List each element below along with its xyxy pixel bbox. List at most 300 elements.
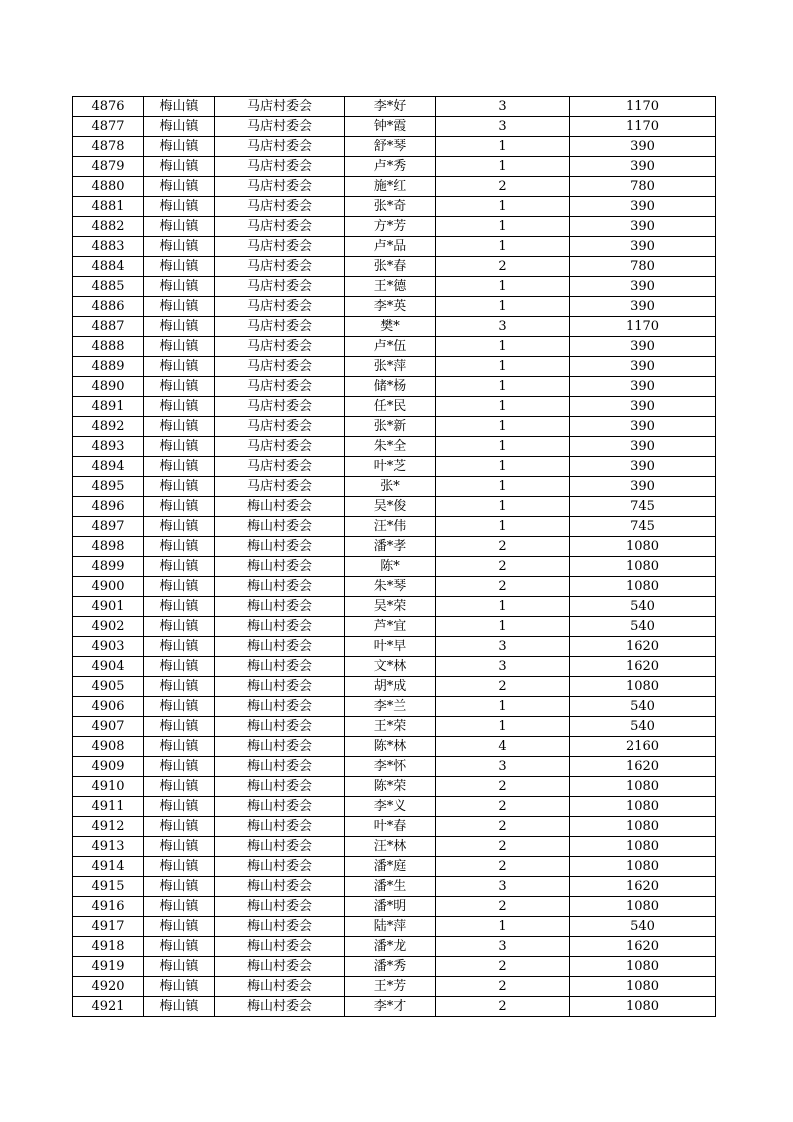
row-number-cell: 4906 bbox=[73, 697, 144, 717]
household-count-cell: 2 bbox=[436, 797, 570, 817]
name-cell: 潘*明 bbox=[345, 897, 436, 917]
town-cell: 梅山镇 bbox=[144, 297, 215, 317]
village-committee-cell: 梅山村委会 bbox=[215, 617, 345, 637]
table-row bbox=[73, 777, 716, 797]
household-count-cell: 1 bbox=[436, 477, 570, 497]
town-cell: 梅山镇 bbox=[144, 557, 215, 577]
table-row bbox=[73, 457, 716, 477]
town-cell: 梅山镇 bbox=[144, 277, 215, 297]
name-cell: 钟*霞 bbox=[345, 117, 436, 137]
table-row bbox=[73, 637, 716, 657]
amount-cell: 2160 bbox=[570, 737, 716, 757]
table-row bbox=[73, 577, 716, 597]
row-number-cell: 4902 bbox=[73, 617, 144, 637]
town-cell: 梅山镇 bbox=[144, 157, 215, 177]
town-cell: 梅山镇 bbox=[144, 237, 215, 257]
amount-cell: 1080 bbox=[570, 977, 716, 997]
name-cell: 吴*俊 bbox=[345, 497, 436, 517]
household-count-cell: 3 bbox=[436, 637, 570, 657]
village-committee-cell: 梅山村委会 bbox=[215, 937, 345, 957]
amount-cell: 1080 bbox=[570, 797, 716, 817]
village-committee-cell: 马店村委会 bbox=[215, 117, 345, 137]
village-committee-cell: 马店村委会 bbox=[215, 457, 345, 477]
row-number-cell: 4876 bbox=[73, 97, 144, 117]
household-count-cell: 1 bbox=[436, 337, 570, 357]
town-cell: 梅山镇 bbox=[144, 357, 215, 377]
amount-cell: 1170 bbox=[570, 97, 716, 117]
household-count-cell: 2 bbox=[436, 177, 570, 197]
row-number-cell: 4897 bbox=[73, 517, 144, 537]
row-number-cell: 4887 bbox=[73, 317, 144, 337]
household-count-cell: 3 bbox=[436, 757, 570, 777]
amount-cell: 390 bbox=[570, 437, 716, 457]
name-cell: 樊* bbox=[345, 317, 436, 337]
row-number-cell: 4882 bbox=[73, 217, 144, 237]
table-row bbox=[73, 897, 716, 917]
name-cell: 李*才 bbox=[345, 997, 436, 1017]
amount-cell: 1620 bbox=[570, 637, 716, 657]
name-cell: 陈* bbox=[345, 557, 436, 577]
amount-cell: 540 bbox=[570, 917, 716, 937]
village-committee-cell: 梅山村委会 bbox=[215, 877, 345, 897]
amount-cell: 390 bbox=[570, 157, 716, 177]
table-row bbox=[73, 857, 716, 877]
table-row bbox=[73, 757, 716, 777]
amount-cell: 540 bbox=[570, 717, 716, 737]
amount-cell: 1620 bbox=[570, 937, 716, 957]
town-cell: 梅山镇 bbox=[144, 777, 215, 797]
name-cell: 李*怀 bbox=[345, 757, 436, 777]
town-cell: 梅山镇 bbox=[144, 197, 215, 217]
name-cell: 叶*春 bbox=[345, 817, 436, 837]
row-number-cell: 4889 bbox=[73, 357, 144, 377]
village-committee-cell: 马店村委会 bbox=[215, 297, 345, 317]
village-committee-cell: 梅山村委会 bbox=[215, 997, 345, 1017]
row-number-cell: 4886 bbox=[73, 297, 144, 317]
table-row bbox=[73, 357, 716, 377]
town-cell: 梅山镇 bbox=[144, 617, 215, 637]
amount-cell: 390 bbox=[570, 397, 716, 417]
village-committee-cell: 马店村委会 bbox=[215, 477, 345, 497]
amount-cell: 1080 bbox=[570, 817, 716, 837]
table-row bbox=[73, 737, 716, 757]
town-cell: 梅山镇 bbox=[144, 677, 215, 697]
row-number-cell: 4909 bbox=[73, 757, 144, 777]
row-number-cell: 4908 bbox=[73, 737, 144, 757]
town-cell: 梅山镇 bbox=[144, 377, 215, 397]
table-row bbox=[73, 877, 716, 897]
row-number-cell: 4892 bbox=[73, 417, 144, 437]
village-committee-cell: 梅山村委会 bbox=[215, 977, 345, 997]
row-number-cell: 4907 bbox=[73, 717, 144, 737]
name-cell: 潘*庭 bbox=[345, 857, 436, 877]
table-row bbox=[73, 617, 716, 637]
name-cell: 张*春 bbox=[345, 257, 436, 277]
name-cell: 卢*秀 bbox=[345, 157, 436, 177]
village-committee-cell: 梅山村委会 bbox=[215, 657, 345, 677]
amount-cell: 540 bbox=[570, 617, 716, 637]
village-committee-cell: 梅山村委会 bbox=[215, 777, 345, 797]
village-committee-cell: 梅山村委会 bbox=[215, 677, 345, 697]
amount-cell: 1080 bbox=[570, 557, 716, 577]
town-cell: 梅山镇 bbox=[144, 437, 215, 457]
roster-table bbox=[72, 96, 716, 1017]
household-count-cell: 1 bbox=[436, 237, 570, 257]
row-number-cell: 4901 bbox=[73, 597, 144, 617]
row-number-cell: 4916 bbox=[73, 897, 144, 917]
town-cell: 梅山镇 bbox=[144, 917, 215, 937]
row-number-cell: 4885 bbox=[73, 277, 144, 297]
name-cell: 潘*孝 bbox=[345, 537, 436, 557]
table-row bbox=[73, 237, 716, 257]
name-cell: 胡*成 bbox=[345, 677, 436, 697]
village-committee-cell: 马店村委会 bbox=[215, 277, 345, 297]
household-count-cell: 1 bbox=[436, 397, 570, 417]
household-count-cell: 1 bbox=[436, 457, 570, 477]
town-cell: 梅山镇 bbox=[144, 797, 215, 817]
table-row bbox=[73, 337, 716, 357]
row-number-cell: 4891 bbox=[73, 397, 144, 417]
row-number-cell: 4915 bbox=[73, 877, 144, 897]
town-cell: 梅山镇 bbox=[144, 757, 215, 777]
table-row bbox=[73, 817, 716, 837]
row-number-cell: 4894 bbox=[73, 457, 144, 477]
household-count-cell: 3 bbox=[436, 97, 570, 117]
name-cell: 舒*琴 bbox=[345, 137, 436, 157]
table-row bbox=[73, 257, 716, 277]
town-cell: 梅山镇 bbox=[144, 897, 215, 917]
amount-cell: 1080 bbox=[570, 957, 716, 977]
name-cell: 张*萍 bbox=[345, 357, 436, 377]
household-count-cell: 1 bbox=[436, 517, 570, 537]
table-row bbox=[73, 317, 716, 337]
town-cell: 梅山镇 bbox=[144, 637, 215, 657]
household-count-cell: 1 bbox=[436, 157, 570, 177]
household-count-cell: 2 bbox=[436, 897, 570, 917]
town-cell: 梅山镇 bbox=[144, 457, 215, 477]
name-cell: 文*林 bbox=[345, 657, 436, 677]
amount-cell: 390 bbox=[570, 297, 716, 317]
amount-cell: 780 bbox=[570, 257, 716, 277]
town-cell: 梅山镇 bbox=[144, 937, 215, 957]
table-row bbox=[73, 437, 716, 457]
name-cell: 潘*龙 bbox=[345, 937, 436, 957]
document-page bbox=[72, 96, 715, 1017]
village-committee-cell: 马店村委会 bbox=[215, 357, 345, 377]
household-count-cell: 2 bbox=[436, 577, 570, 597]
name-cell: 叶*早 bbox=[345, 637, 436, 657]
household-count-cell: 3 bbox=[436, 937, 570, 957]
household-count-cell: 2 bbox=[436, 777, 570, 797]
name-cell: 叶*芝 bbox=[345, 457, 436, 477]
row-number-cell: 4905 bbox=[73, 677, 144, 697]
amount-cell: 1080 bbox=[570, 857, 716, 877]
household-count-cell: 2 bbox=[436, 837, 570, 857]
household-count-cell: 1 bbox=[436, 417, 570, 437]
household-count-cell: 3 bbox=[436, 877, 570, 897]
town-cell: 梅山镇 bbox=[144, 537, 215, 557]
amount-cell: 745 bbox=[570, 517, 716, 537]
row-number-cell: 4903 bbox=[73, 637, 144, 657]
amount-cell: 540 bbox=[570, 697, 716, 717]
household-count-cell: 4 bbox=[436, 737, 570, 757]
name-cell: 张*奇 bbox=[345, 197, 436, 217]
amount-cell: 1170 bbox=[570, 117, 716, 137]
household-count-cell: 1 bbox=[436, 377, 570, 397]
household-count-cell: 1 bbox=[436, 217, 570, 237]
town-cell: 梅山镇 bbox=[144, 977, 215, 997]
village-committee-cell: 梅山村委会 bbox=[215, 717, 345, 737]
household-count-cell: 2 bbox=[436, 977, 570, 997]
name-cell: 芦*宜 bbox=[345, 617, 436, 637]
table-row bbox=[73, 97, 716, 117]
table-row bbox=[73, 157, 716, 177]
row-number-cell: 4918 bbox=[73, 937, 144, 957]
amount-cell: 390 bbox=[570, 217, 716, 237]
row-number-cell: 4912 bbox=[73, 817, 144, 837]
household-count-cell: 2 bbox=[436, 257, 570, 277]
roster-table-body bbox=[73, 97, 716, 1017]
name-cell: 卢*品 bbox=[345, 237, 436, 257]
table-row bbox=[73, 277, 716, 297]
table-row bbox=[73, 937, 716, 957]
name-cell: 李*好 bbox=[345, 97, 436, 117]
household-count-cell: 2 bbox=[436, 957, 570, 977]
amount-cell: 1080 bbox=[570, 897, 716, 917]
table-row bbox=[73, 297, 716, 317]
row-number-cell: 4890 bbox=[73, 377, 144, 397]
amount-cell: 1620 bbox=[570, 877, 716, 897]
village-committee-cell: 梅山村委会 bbox=[215, 917, 345, 937]
village-committee-cell: 梅山村委会 bbox=[215, 837, 345, 857]
amount-cell: 1080 bbox=[570, 837, 716, 857]
amount-cell: 1170 bbox=[570, 317, 716, 337]
household-count-cell: 1 bbox=[436, 137, 570, 157]
table-row bbox=[73, 977, 716, 997]
table-row bbox=[73, 477, 716, 497]
household-count-cell: 3 bbox=[436, 657, 570, 677]
row-number-cell: 4896 bbox=[73, 497, 144, 517]
row-number-cell: 4879 bbox=[73, 157, 144, 177]
household-count-cell: 1 bbox=[436, 697, 570, 717]
row-number-cell: 4914 bbox=[73, 857, 144, 877]
amount-cell: 390 bbox=[570, 457, 716, 477]
town-cell: 梅山镇 bbox=[144, 837, 215, 857]
amount-cell: 1080 bbox=[570, 677, 716, 697]
village-committee-cell: 马店村委会 bbox=[215, 257, 345, 277]
amount-cell: 540 bbox=[570, 597, 716, 617]
village-committee-cell: 马店村委会 bbox=[215, 417, 345, 437]
town-cell: 梅山镇 bbox=[144, 397, 215, 417]
household-count-cell: 2 bbox=[436, 677, 570, 697]
table-row bbox=[73, 137, 716, 157]
table-row bbox=[73, 557, 716, 577]
table-row bbox=[73, 417, 716, 437]
table-row bbox=[73, 397, 716, 417]
table-row bbox=[73, 177, 716, 197]
town-cell: 梅山镇 bbox=[144, 597, 215, 617]
row-number-cell: 4893 bbox=[73, 437, 144, 457]
village-committee-cell: 马店村委会 bbox=[215, 157, 345, 177]
village-committee-cell: 梅山村委会 bbox=[215, 757, 345, 777]
amount-cell: 1080 bbox=[570, 537, 716, 557]
household-count-cell: 1 bbox=[436, 197, 570, 217]
name-cell: 施*红 bbox=[345, 177, 436, 197]
table-row bbox=[73, 537, 716, 557]
row-number-cell: 4881 bbox=[73, 197, 144, 217]
village-committee-cell: 梅山村委会 bbox=[215, 597, 345, 617]
table-row bbox=[73, 217, 716, 237]
town-cell: 梅山镇 bbox=[144, 257, 215, 277]
row-number-cell: 4878 bbox=[73, 137, 144, 157]
row-number-cell: 4913 bbox=[73, 837, 144, 857]
village-committee-cell: 马店村委会 bbox=[215, 97, 345, 117]
amount-cell: 1080 bbox=[570, 577, 716, 597]
village-committee-cell: 马店村委会 bbox=[215, 137, 345, 157]
name-cell: 吴*荣 bbox=[345, 597, 436, 617]
village-committee-cell: 马店村委会 bbox=[215, 217, 345, 237]
table-row bbox=[73, 797, 716, 817]
household-count-cell: 1 bbox=[436, 717, 570, 737]
town-cell: 梅山镇 bbox=[144, 737, 215, 757]
town-cell: 梅山镇 bbox=[144, 997, 215, 1017]
village-committee-cell: 马店村委会 bbox=[215, 197, 345, 217]
household-count-cell: 1 bbox=[436, 917, 570, 937]
village-committee-cell: 梅山村委会 bbox=[215, 497, 345, 517]
amount-cell: 390 bbox=[570, 237, 716, 257]
village-committee-cell: 梅山村委会 bbox=[215, 537, 345, 557]
village-committee-cell: 梅山村委会 bbox=[215, 817, 345, 837]
table-row bbox=[73, 497, 716, 517]
village-committee-cell: 梅山村委会 bbox=[215, 957, 345, 977]
row-number-cell: 4898 bbox=[73, 537, 144, 557]
household-count-cell: 2 bbox=[436, 817, 570, 837]
amount-cell: 1080 bbox=[570, 777, 716, 797]
amount-cell: 745 bbox=[570, 497, 716, 517]
village-committee-cell: 马店村委会 bbox=[215, 377, 345, 397]
amount-cell: 390 bbox=[570, 197, 716, 217]
name-cell: 潘*生 bbox=[345, 877, 436, 897]
row-number-cell: 4877 bbox=[73, 117, 144, 137]
amount-cell: 390 bbox=[570, 137, 716, 157]
name-cell: 汪*林 bbox=[345, 837, 436, 857]
amount-cell: 390 bbox=[570, 377, 716, 397]
village-committee-cell: 梅山村委会 bbox=[215, 797, 345, 817]
amount-cell: 1620 bbox=[570, 757, 716, 777]
name-cell: 陈*荣 bbox=[345, 777, 436, 797]
table-row bbox=[73, 197, 716, 217]
table-row bbox=[73, 117, 716, 137]
name-cell: 卢*伍 bbox=[345, 337, 436, 357]
name-cell: 陆*萍 bbox=[345, 917, 436, 937]
name-cell: 王*德 bbox=[345, 277, 436, 297]
row-number-cell: 4883 bbox=[73, 237, 144, 257]
name-cell: 朱*琴 bbox=[345, 577, 436, 597]
village-committee-cell: 马店村委会 bbox=[215, 337, 345, 357]
name-cell: 储*杨 bbox=[345, 377, 436, 397]
village-committee-cell: 梅山村委会 bbox=[215, 557, 345, 577]
household-count-cell: 1 bbox=[436, 437, 570, 457]
town-cell: 梅山镇 bbox=[144, 97, 215, 117]
town-cell: 梅山镇 bbox=[144, 117, 215, 137]
town-cell: 梅山镇 bbox=[144, 957, 215, 977]
town-cell: 梅山镇 bbox=[144, 697, 215, 717]
row-number-cell: 4910 bbox=[73, 777, 144, 797]
table-row bbox=[73, 997, 716, 1017]
name-cell: 李*英 bbox=[345, 297, 436, 317]
town-cell: 梅山镇 bbox=[144, 657, 215, 677]
household-count-cell: 1 bbox=[436, 297, 570, 317]
town-cell: 梅山镇 bbox=[144, 477, 215, 497]
table-row bbox=[73, 717, 716, 737]
amount-cell: 1620 bbox=[570, 657, 716, 677]
village-committee-cell: 梅山村委会 bbox=[215, 517, 345, 537]
name-cell: 李*义 bbox=[345, 797, 436, 817]
row-number-cell: 4895 bbox=[73, 477, 144, 497]
row-number-cell: 4899 bbox=[73, 557, 144, 577]
village-committee-cell: 梅山村委会 bbox=[215, 897, 345, 917]
town-cell: 梅山镇 bbox=[144, 177, 215, 197]
town-cell: 梅山镇 bbox=[144, 857, 215, 877]
town-cell: 梅山镇 bbox=[144, 717, 215, 737]
town-cell: 梅山镇 bbox=[144, 217, 215, 237]
table-row bbox=[73, 957, 716, 977]
town-cell: 梅山镇 bbox=[144, 877, 215, 897]
table-row bbox=[73, 837, 716, 857]
row-number-cell: 4919 bbox=[73, 957, 144, 977]
row-number-cell: 4921 bbox=[73, 997, 144, 1017]
amount-cell: 390 bbox=[570, 477, 716, 497]
household-count-cell: 1 bbox=[436, 357, 570, 377]
village-committee-cell: 梅山村委会 bbox=[215, 637, 345, 657]
town-cell: 梅山镇 bbox=[144, 497, 215, 517]
table-row bbox=[73, 917, 716, 937]
household-count-cell: 1 bbox=[436, 277, 570, 297]
name-cell: 陈*林 bbox=[345, 737, 436, 757]
village-committee-cell: 梅山村委会 bbox=[215, 857, 345, 877]
amount-cell: 1080 bbox=[570, 997, 716, 1017]
town-cell: 梅山镇 bbox=[144, 137, 215, 157]
town-cell: 梅山镇 bbox=[144, 417, 215, 437]
village-committee-cell: 梅山村委会 bbox=[215, 577, 345, 597]
row-number-cell: 4917 bbox=[73, 917, 144, 937]
name-cell: 朱*全 bbox=[345, 437, 436, 457]
row-number-cell: 4884 bbox=[73, 257, 144, 277]
town-cell: 梅山镇 bbox=[144, 817, 215, 837]
name-cell: 方*芳 bbox=[345, 217, 436, 237]
village-committee-cell: 马店村委会 bbox=[215, 437, 345, 457]
name-cell: 王*芳 bbox=[345, 977, 436, 997]
village-committee-cell: 梅山村委会 bbox=[215, 697, 345, 717]
amount-cell: 390 bbox=[570, 337, 716, 357]
amount-cell: 390 bbox=[570, 417, 716, 437]
row-number-cell: 4900 bbox=[73, 577, 144, 597]
amount-cell: 780 bbox=[570, 177, 716, 197]
village-committee-cell: 马店村委会 bbox=[215, 177, 345, 197]
table-row bbox=[73, 517, 716, 537]
town-cell: 梅山镇 bbox=[144, 517, 215, 537]
town-cell: 梅山镇 bbox=[144, 577, 215, 597]
row-number-cell: 4880 bbox=[73, 177, 144, 197]
village-committee-cell: 梅山村委会 bbox=[215, 737, 345, 757]
row-number-cell: 4920 bbox=[73, 977, 144, 997]
name-cell: 任*民 bbox=[345, 397, 436, 417]
household-count-cell: 2 bbox=[436, 997, 570, 1017]
household-count-cell: 3 bbox=[436, 117, 570, 137]
table-row bbox=[73, 377, 716, 397]
row-number-cell: 4888 bbox=[73, 337, 144, 357]
table-row bbox=[73, 657, 716, 677]
